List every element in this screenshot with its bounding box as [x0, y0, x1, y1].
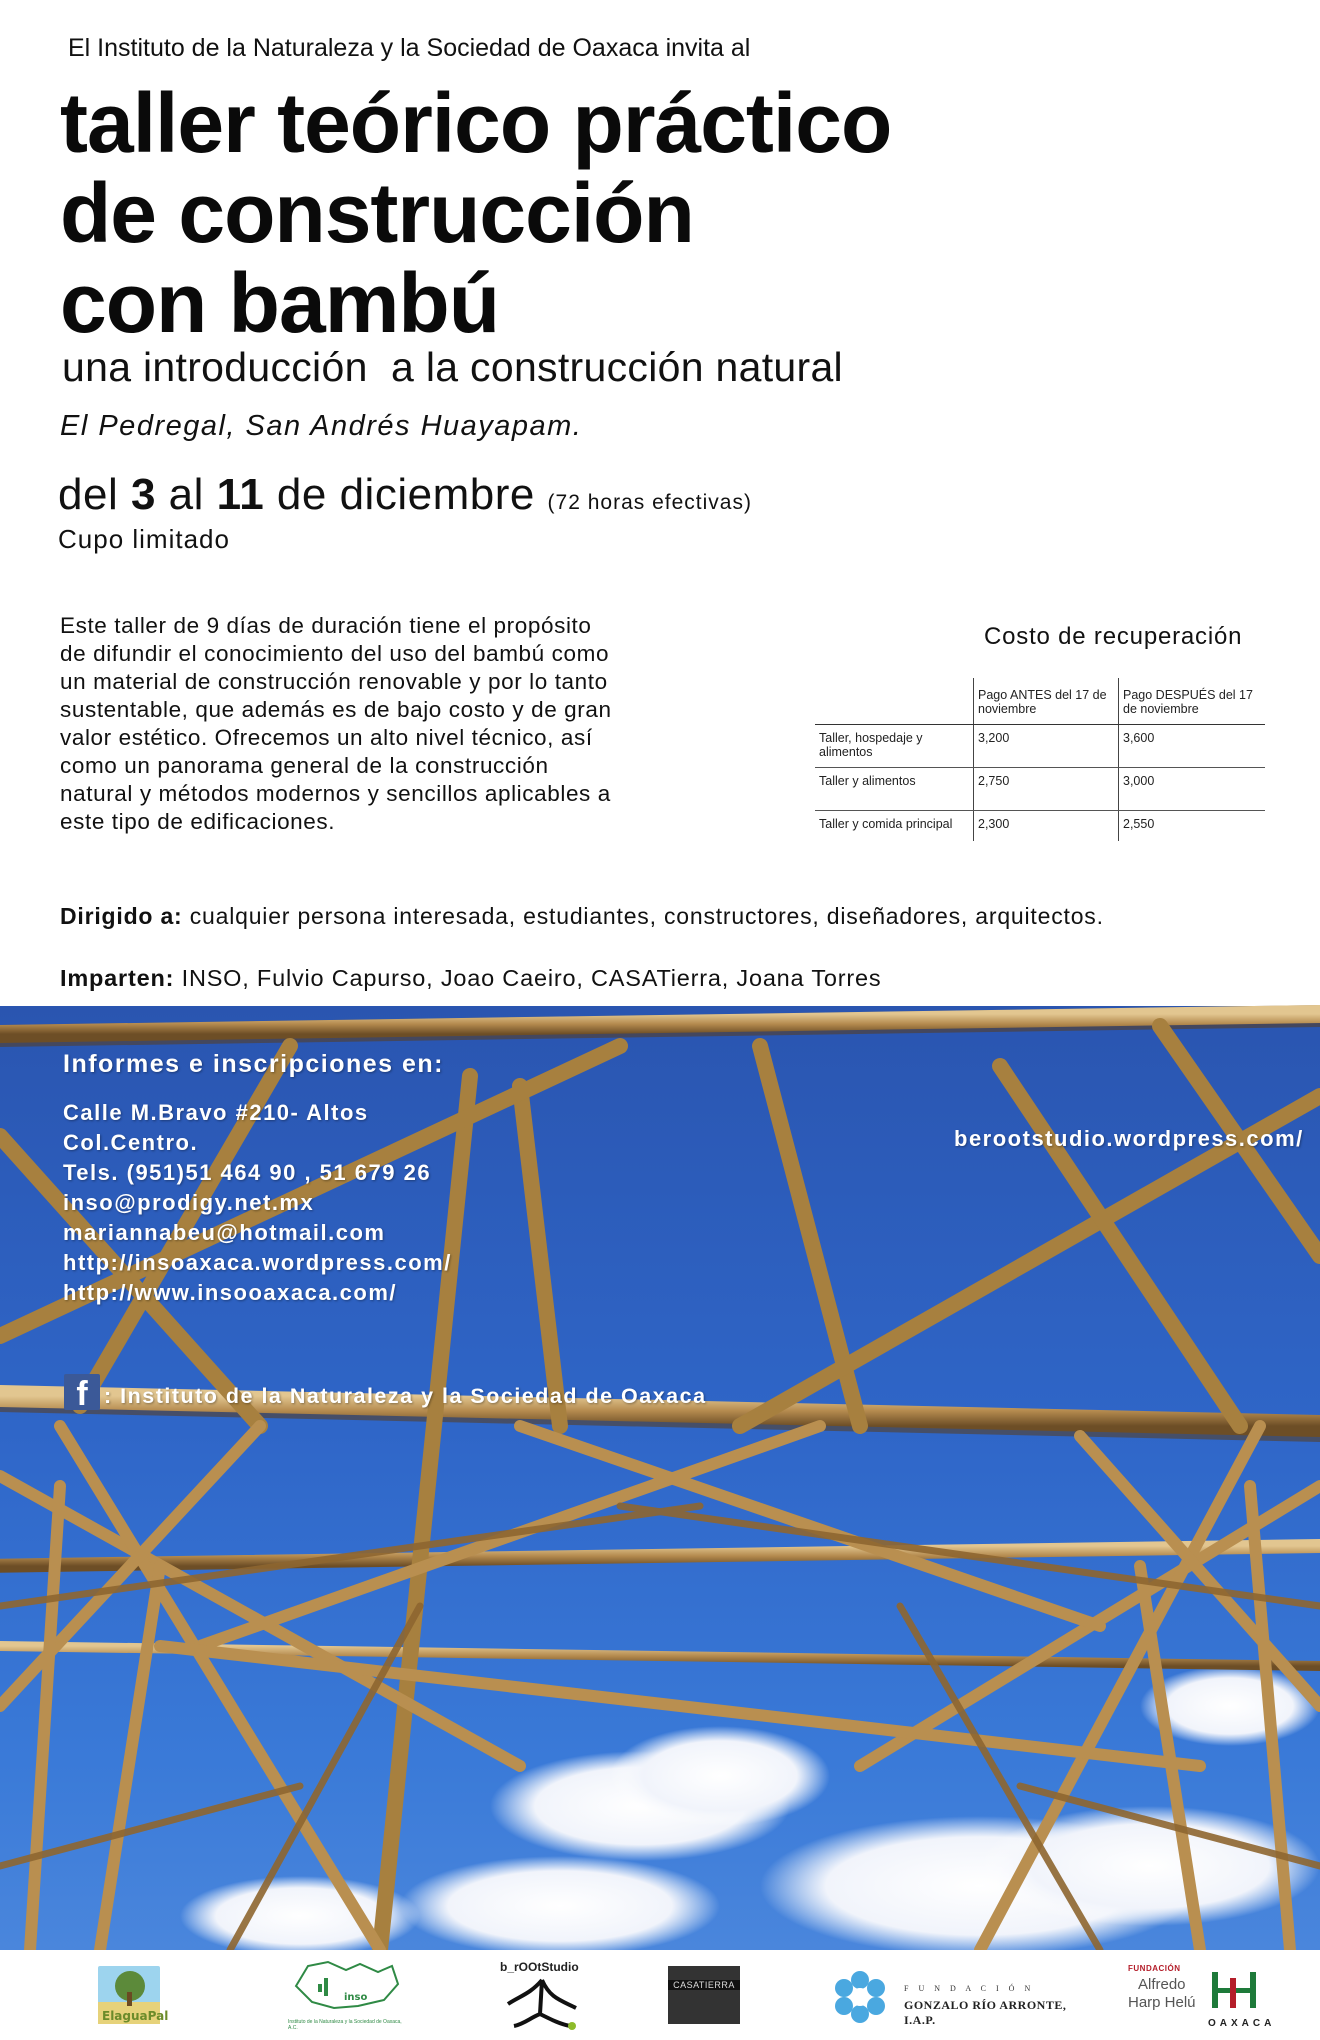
date-month: de diciembre — [276, 470, 535, 519]
cost-title: Costo de recuperación — [984, 623, 1243, 650]
table-row — [815, 811, 1265, 842]
teachers — [60, 965, 881, 992]
cost-after: 3,000 — [1119, 768, 1266, 811]
audience — [60, 903, 1104, 930]
link-berootstudio[interactable]: berootstudio.wordpress.com/ — [954, 1126, 1304, 1151]
harp-h-icon — [1206, 1964, 1276, 2014]
svg-text:inso: inso — [344, 1992, 368, 2003]
title-line-3: con bambú — [60, 256, 500, 350]
harp-oaxaca: OAXACA — [1208, 2018, 1276, 2029]
cost-after: 3,600 — [1119, 725, 1266, 768]
email-inso[interactable]: inso@prodigy.net.mx — [63, 1190, 315, 1215]
gonzalo-rio-arronte-logo — [830, 1968, 1100, 2028]
gonzalo-foundation-label: F U N D A C I Ó N — [904, 1984, 1035, 1993]
audience-text: cualquier persona interesada, estudiantes, constructores, diseñadores, arquitectos. — [182, 903, 1104, 929]
email-marianna[interactable]: mariannabeu@hotmail.com — [63, 1220, 386, 1245]
facebook-icon[interactable]: f — [64, 1374, 100, 1410]
harp-foundation-label: FUNDACIÓN — [1128, 1964, 1181, 1973]
cost-header-after: Pago DESPUÉS del 17 de noviembre — [1119, 678, 1266, 725]
flower-icon — [830, 1968, 890, 2024]
cost-option: Taller y comida principal — [819, 817, 953, 831]
table-row — [815, 725, 1265, 768]
root-icon — [500, 1974, 584, 2030]
inso-logo-text: Instituto de la Naturaleza y la Sociedad de Oaxaca, A.C. — [288, 2019, 402, 2031]
intro-line: El Instituto de la Naturaleza y la Sociedad de Oaxaca invita al — [68, 34, 751, 62]
link-insooaxaca[interactable]: http://www.insooaxaca.com/ — [63, 1280, 398, 1305]
svg-text:ElaguaPal: ElaguaPal — [102, 2009, 169, 2023]
cost-after: 2,550 — [1119, 811, 1266, 842]
date-end: 11 — [216, 470, 265, 519]
cost-header-before: Pago ANTES del 17 de noviembre — [974, 678, 1119, 725]
location: El Pedregal, San Andrés Huayapam. — [60, 410, 583, 442]
cost-before: 3,200 — [974, 725, 1119, 768]
tree-icon — [98, 1966, 169, 2024]
gonzalo-foundation-name: GONZALO RÍO ARRONTE, I.A.P. — [904, 1998, 1067, 2027]
alfredo-harp-helu-logo — [1124, 1964, 1284, 2034]
casatierra-name: CASATIERRA — [668, 1980, 740, 1990]
oaxaca-map-icon — [288, 1956, 404, 2014]
date-hours: (72 horas efectivas) — [547, 491, 752, 514]
sponsor-logos — [0, 1950, 1320, 2040]
contact-list — [63, 1098, 452, 1308]
beroot-studio-name: b_rOOtStudio — [500, 1960, 579, 1974]
info-heading: Informes e inscripciones en: — [63, 1050, 444, 1078]
cost-table — [815, 678, 1265, 841]
casatierra-logo — [668, 1966, 740, 2024]
elaguapal-logo — [98, 1966, 169, 2024]
teachers-label: Imparten: — [60, 965, 175, 991]
title-line-1: taller teórico práctico — [60, 76, 892, 170]
teachers-text: INSO, Fulvio Capurso, Joao Caeiro, CASATierra, Joana Torres — [174, 965, 882, 991]
table-row — [815, 768, 1265, 811]
harp-last-name: Harp Helú — [1128, 1994, 1196, 2011]
neighborhood-line: Col.Centro. — [63, 1130, 199, 1155]
date-del: del — [58, 470, 119, 519]
title-line-2: de construcción — [60, 166, 694, 260]
cost-option: Taller y alimentos — [815, 768, 974, 811]
date-start: 3 — [130, 470, 156, 519]
address-line: Calle M.Bravo #210- Altos — [63, 1100, 369, 1125]
inso-logo — [288, 1956, 404, 2036]
audience-label: Dirigido a: — [60, 903, 183, 929]
cost-before: 2,300 — [974, 811, 1119, 842]
poster-title — [60, 78, 891, 348]
description: Este taller de 9 días de duración tiene el propósito de difundir el conocimiento del uso del bambú como un material de construcción renovable y por lo tanto sustentable, que además es de bajo costo y de gran valor estético. Ofrecemos un alto nivel técnico, así como un panorama general de la construcción natural y métodos modernos y sencillos aplicables a este tipo de edificaciones. — [60, 613, 612, 834]
date-al: al — [168, 470, 204, 519]
cost-option: Taller, hospedaje y alimentos — [815, 725, 974, 768]
link-insoaxaca-wordpress[interactable]: http://insoaxaca.wordpress.com/ — [63, 1250, 452, 1275]
cost-header-empty — [815, 678, 974, 725]
cost-header-row — [815, 678, 1265, 725]
harp-first-name: Alfredo — [1138, 1976, 1186, 1993]
date-range — [58, 470, 752, 520]
phone-line: Tels. (951)51 464 90 , 51 679 26 — [63, 1160, 432, 1185]
facebook-page-name[interactable]: : Instituto de la Naturaleza y la Sociedad de Oaxaca — [104, 1384, 707, 1408]
beroot-studio-logo — [500, 1960, 584, 2034]
subtitle: una introducción a la construcción natural — [62, 344, 843, 390]
cost-before: 2,750 — [974, 768, 1119, 811]
limited-seats: Cupo limitado — [58, 524, 230, 554]
